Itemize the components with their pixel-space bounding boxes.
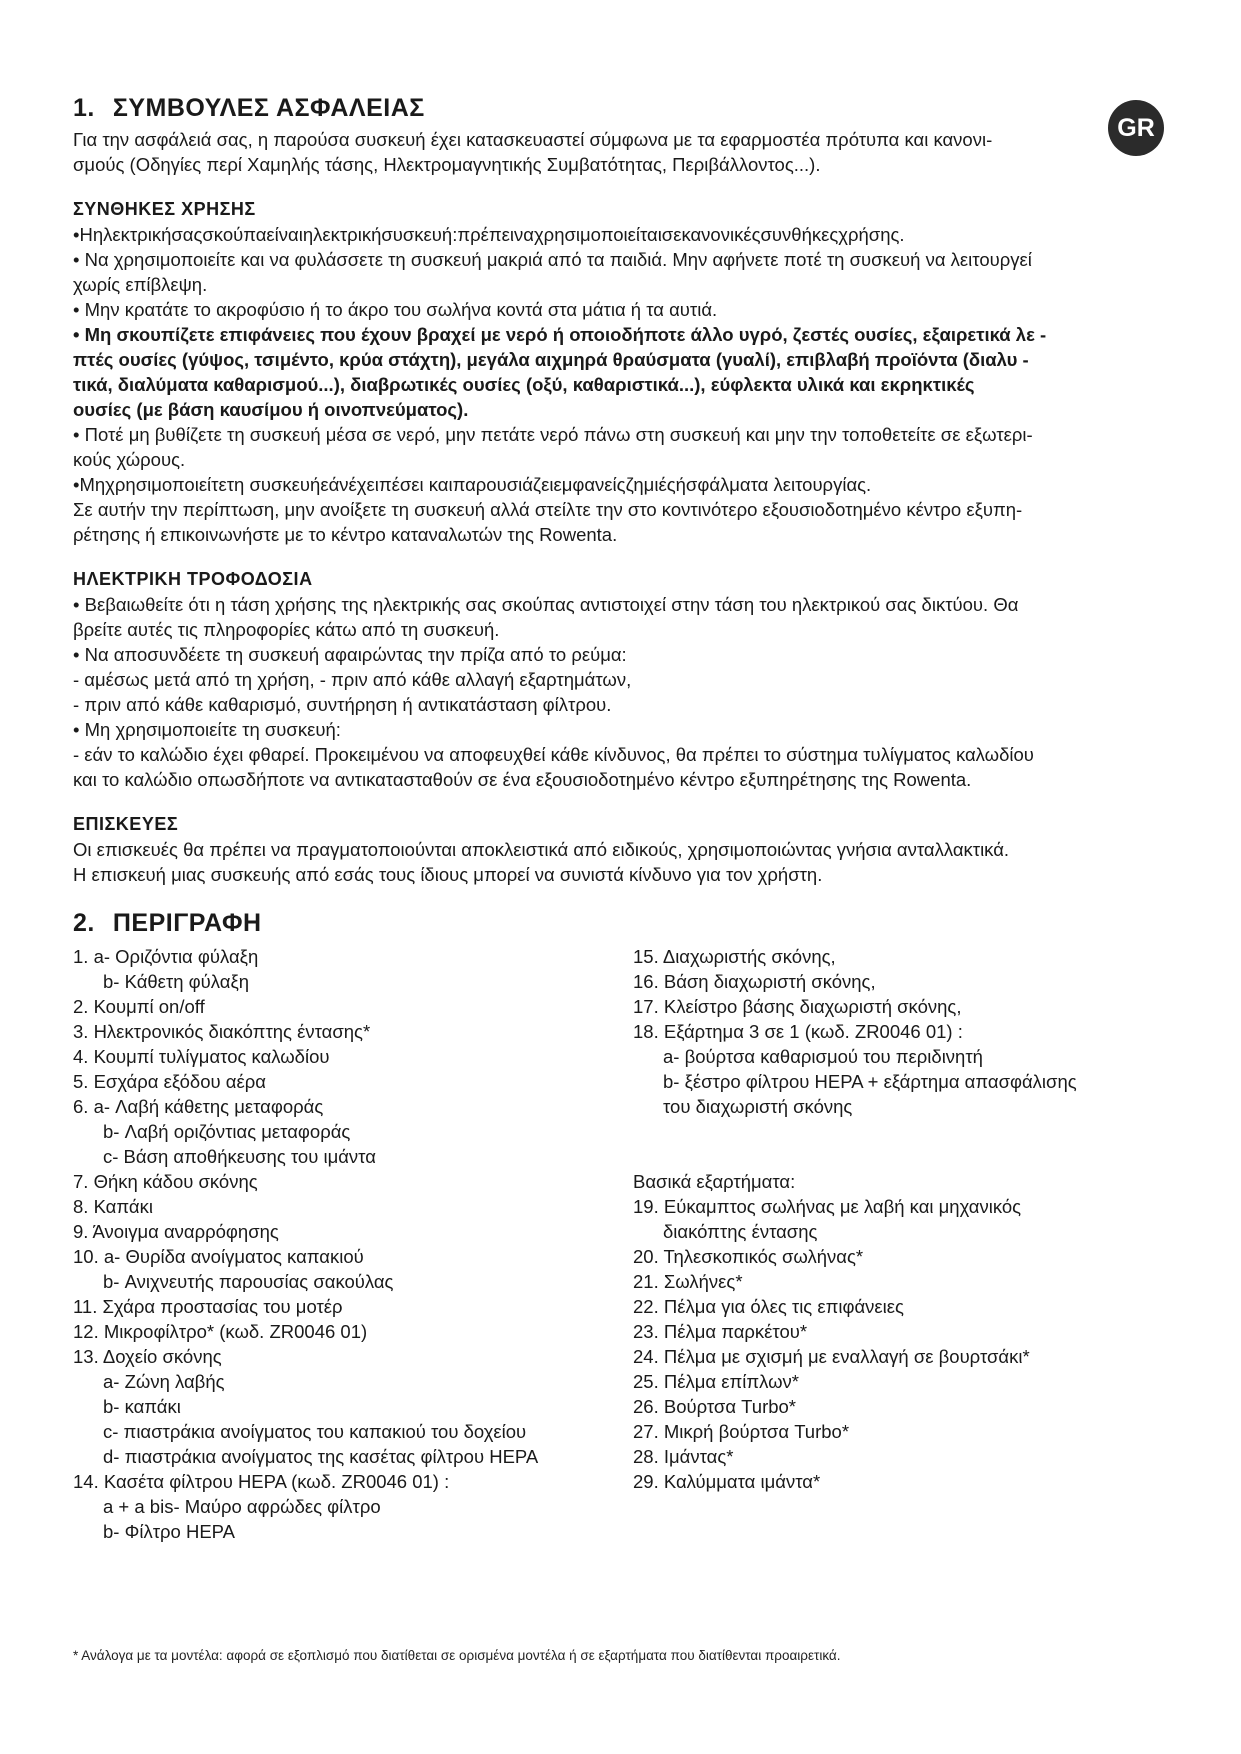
parts-list-item: 7. Θήκη κάδου σκόνης xyxy=(73,1171,258,1192)
power-supply xyxy=(73,569,1208,792)
parts-list-item: a- βούρτσα καθαρισμού του περιδινητή xyxy=(663,1046,983,1067)
parts-list-item: 9. Άνοιγμα αναρρόφησης xyxy=(73,1221,279,1242)
parts-list-item: 18. Εξάρτημα 3 σε 1 (κωδ. ZR0046 01) : xyxy=(633,1021,963,1042)
parts-list-item: 14. Κασέτα φίλτρου HEPA (κωδ. ZR0046 01) : xyxy=(73,1471,450,1492)
parts-list-item: a- Ζώνη λαβής xyxy=(103,1371,225,1392)
safety-intro xyxy=(73,127,1208,177)
power-line: - εάν το καλώδιο έχει φθαρεί. Προκειμένου να αποφευχθεί κάθε κίνδυνος, θα πρέπει το σύστημα τυλίγματος καλωδίου xyxy=(73,744,1034,765)
parts-list-item: 16. Βάση διαχωριστή σκόνης, xyxy=(633,971,876,992)
parts-list-item: 19. Εύκαμπτος σωλήνας με λαβή και μηχανικός xyxy=(633,1196,1022,1217)
parts-list-item: b- καπάκι xyxy=(103,1396,181,1417)
parts-list-item: a + a bis- Μαύρο αφρώδες φίλτρο xyxy=(103,1496,381,1517)
power-line: • Βεβαιωθείτε ότι η τάση χρήσης της ηλεκτρικής σας σκούπας αντιστοιχεί στην τάση του ηλεκτρικού σας δικτύου. Θα xyxy=(73,594,1019,615)
section-1-heading: 1. ΣΥΜΒΟΥΛΕΣ ΑΣΦΑΛΕΙΑΣ xyxy=(73,94,425,122)
usage-line: • Ποτέ μη βυθίζετε τη συσκευή μέσα σε νερό, μην πετάτε νερό πάνω στη συσκευή και μην την τοποθετείτε σε εξωτερι- xyxy=(73,424,1033,445)
parts-list-item: 11. Σχάρα προστασίας του μοτέρ xyxy=(73,1296,343,1317)
footnote: * Ανάλογα με τα μοντέλα: αφορά σε εξοπλισμό που διατίθεται σε ορισμένα μοντέλα ή σε εξαρτήματα που διατίθενται προαιρετικά. xyxy=(73,1648,841,1663)
parts-list-item: b- Κάθετη φύλαξη xyxy=(103,971,250,992)
parts-list-item: d- πιαστράκια ανοίγματος της κασέτας φίλτρου HEPA xyxy=(103,1446,539,1467)
usage-line: • Να χρησιμοποιείτε και να φυλάσσετε τη συσκευή μακριά από τα παιδιά. Μην αφήνετε ποτέ τη συσκευή να λειτουργεί xyxy=(73,249,1032,270)
power-line: • Μη χρησιμοποιείτε τη συσκευή: xyxy=(73,719,341,740)
parts-list-item: του διαχωριστή σκόνης xyxy=(663,1096,853,1117)
parts-list-item: 3. Ηλεκτρονικός διακόπτης έντασης* xyxy=(73,1021,371,1042)
usage-line: •Μηχρησιμοποιείτετη συσκευήεάνέχειπέσει καιπαρουσιάζειεμφανείςζημιέςήσφάλματα λειτουργίας. xyxy=(73,474,872,495)
parts-list-item: διακόπτης έντασης xyxy=(663,1221,818,1242)
parts-list-item: Βασικά εξαρτήματα: xyxy=(633,1171,796,1192)
parts-list-item: 2. Κουμπί on/off xyxy=(73,996,205,1017)
parts-list-left xyxy=(73,944,633,1544)
usage-warning-line: πτές ουσίες (γύψος, τσιμέντο, κρύα στάχτη), μεγάλα αιχμηρά θραύσματα (γυαλί), επιβλαβή προϊόντα (διαλυ - xyxy=(73,349,1029,370)
parts-list-spacer xyxy=(633,1144,1193,1169)
parts-list-item: 15. Διαχωριστής σκόνης, xyxy=(633,946,836,967)
repairs xyxy=(73,814,1208,887)
section-2-heading: 2. ΠΕΡΙΓΡΑΦΗ xyxy=(73,909,262,937)
parts-list xyxy=(73,944,1208,1544)
power-line: - αμέσως μετά από τη χρήση, - πριν από κάθε αλλαγή εξαρτημάτων, xyxy=(73,669,632,690)
repairs-line: Η επισκευή μιας συσκευής από εσάς τους ίδιους μπορεί να συνιστά κίνδυνο για τον χρήστη. xyxy=(73,864,823,885)
parts-list-item: 4. Κουμπί τυλίγματος καλωδίου xyxy=(73,1046,330,1067)
parts-list-item: 5. Εσχάρα εξόδου αέρα xyxy=(73,1071,266,1092)
parts-list-item: 1. a- Οριζόντια φύλαξη xyxy=(73,946,259,967)
usage-heading: ΣΥΝΘΗΚΕΣ ΧΡΗΣΗΣ xyxy=(73,199,256,219)
language-badge: GR xyxy=(1108,100,1164,156)
parts-list-item: 10. a- Θυρίδα ανοίγματος καπακιού xyxy=(73,1246,364,1267)
manual-page xyxy=(73,94,1208,1544)
usage-line: • Μην κρατάτε το ακροφύσιο ή το άκρο του σωλήνα κοντά στα μάτια ή τα αυτιά. xyxy=(73,299,718,320)
usage-line: ρέτησης ή επικοινωνήστε με το κέντρο καταναλωτών της Rowenta. xyxy=(73,524,618,545)
parts-list-item: 8. Καπάκι xyxy=(73,1196,153,1217)
parts-list-item: b- Φίλτρο HEPA xyxy=(103,1521,235,1542)
intro-line: σμούς (Οδηγίες περί Χαμηλής τάσης, Ηλεκτρομαγνητικής Συμβατότητας, Περιβάλλοντος...). xyxy=(73,154,821,175)
usage-warning-line: τικά, διαλύματα καθαρισμού...), διαβρωτικές ουσίες (οξύ, καθαριστικά...), εύφλεκτα υλικά και εκρηκτικές xyxy=(73,374,975,395)
usage-conditions xyxy=(73,199,1208,547)
power-line: • Να αποσυνδέετε τη συσκευή αφαιρώντας την πρίζα από το ρεύμα: xyxy=(73,644,627,665)
parts-list-item: 26. Βούρτσα Turbo* xyxy=(633,1396,797,1417)
parts-list-item: 23. Πέλμα παρκέτου* xyxy=(633,1321,808,1342)
usage-line: •Ηηλεκτρικήσαςσκούπαείναιηλεκτρικήσυσκευή:πρέπειναχρησιμοποιείταισεκανονικέςσυνθήκεςχρήσης. xyxy=(73,224,905,245)
parts-list-item: 27. Μικρή βούρτσα Turbo* xyxy=(633,1421,850,1442)
power-line: - πριν από κάθε καθαρισμό, συντήρηση ή αντικατάσταση φίλτρου. xyxy=(73,694,612,715)
usage-warning-line: • Μη σκουπίζετε επιφάνειες που έχουν βραχεί με νερό ή οποιοδήποτε άλλο υγρό, ζεστές ουσίες, εξαιρετικά λε - xyxy=(73,324,1047,345)
parts-list-item: b- ξέστρο φίλτρου HEPA + εξάρτημα απασφάλισης xyxy=(663,1071,1077,1092)
parts-list-item: 29. Καλύμματα ιμάντα* xyxy=(633,1471,821,1492)
parts-list-item: b- Ανιχνευτής παρουσίας σακούλας xyxy=(103,1271,394,1292)
usage-line: Σε αυτήν την περίπτωση, μην ανοίξετε τη συσκευή αλλά στείλτε την στο κοντινότερο εξουσιοδοτημένο κέντρο εξυπη- xyxy=(73,499,1023,520)
parts-list-item: 6. a- Λαβή κάθετης μεταφοράς xyxy=(73,1096,324,1117)
parts-list-item: b- Λαβή οριζόντιας μεταφοράς xyxy=(103,1121,351,1142)
parts-list-item: 13. Δοχείο σκόνης xyxy=(73,1346,222,1367)
usage-line: χωρίς επίβλεψη. xyxy=(73,274,208,295)
usage-warning-line: ουσίες (με βάση καυσίμου ή οινοπνεύματος). xyxy=(73,399,469,420)
parts-list-item: 12. Μικροφίλτρο* (κωδ. ZR0046 01) xyxy=(73,1321,368,1342)
repairs-heading: ΕΠΙΣΚΕΥΕΣ xyxy=(73,814,179,834)
parts-list-item: 20. Τηλεσκοπικός σωλήνας* xyxy=(633,1246,864,1267)
parts-list-item: 21. Σωλήνες* xyxy=(633,1271,743,1292)
power-line: βρείτε αυτές τις πληροφορίες κάτω από τη συσκευή. xyxy=(73,619,500,640)
parts-list-spacer xyxy=(633,1119,1193,1144)
parts-list-item: 28. Ιμάντας* xyxy=(633,1446,734,1467)
parts-list-item: 17. Κλείστρο βάσης διαχωριστή σκόνης, xyxy=(633,996,962,1017)
power-line: και το καλώδιο οπωσδήποτε να αντικατασταθούν σε ένα εξουσιοδοτημένο κέντρο εξυπηρέτησης της Rowenta. xyxy=(73,769,972,790)
parts-list-item: c- πιαστράκια ανοίγματος του καπακιού του δοχείου xyxy=(103,1421,527,1442)
parts-list-item: 25. Πέλμα επίπλων* xyxy=(633,1371,799,1392)
parts-list-item: c- Βάση αποθήκευσης του ιμάντα xyxy=(103,1146,376,1167)
parts-list-right xyxy=(633,944,1193,1544)
parts-list-item: 24. Πέλμα με σχισμή με εναλλαγή σε βουρτσάκι* xyxy=(633,1346,1030,1367)
intro-line: Για την ασφάλειά σας, η παρούσα συσκευή έχει κατασκευαστεί σύμφωνα με τα εφαρμοστέα πρότυπα και κανονι- xyxy=(73,129,993,150)
usage-line: κούς χώρους. xyxy=(73,449,186,470)
repairs-line: Οι επισκευές θα πρέπει να πραγματοποιούνται αποκλειστικά από ειδικούς, χρησιμοποιώντας γνήσια ανταλλακτικά. xyxy=(73,839,1010,860)
parts-list-item: 22. Πέλμα για όλες τις επιφάνειες xyxy=(633,1296,904,1317)
power-heading: ΗΛΕΚΤΡΙΚΗ ΤΡΟΦΟΔΟΣΙΑ xyxy=(73,569,313,589)
